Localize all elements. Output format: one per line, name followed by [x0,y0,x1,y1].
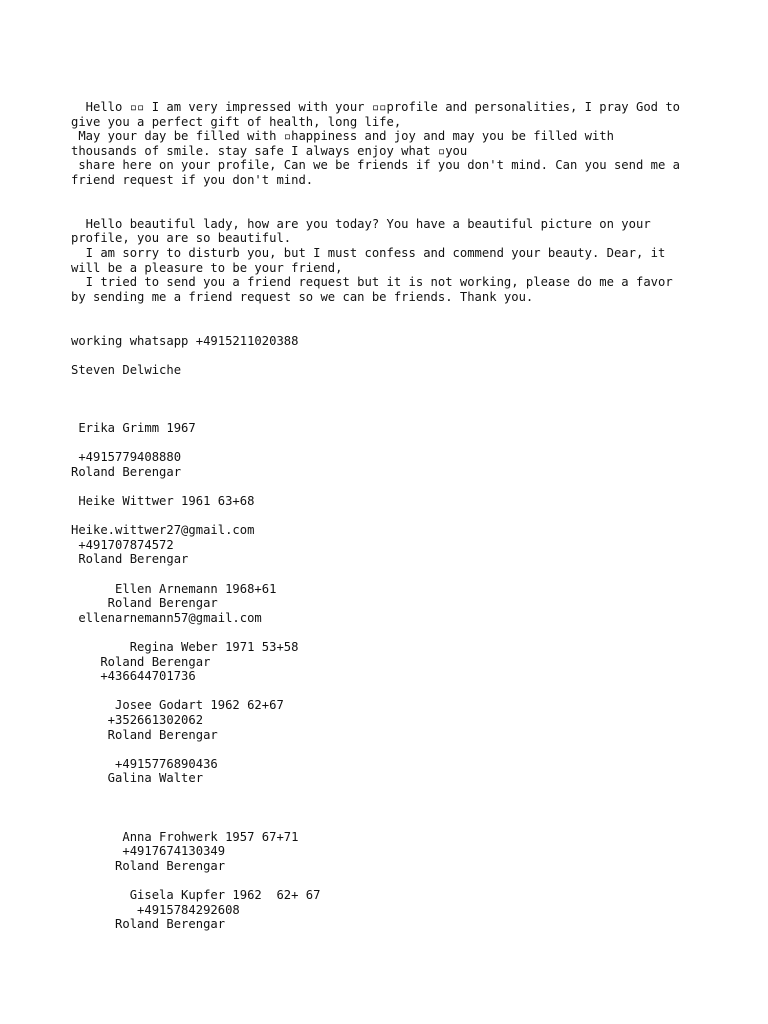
text-line: Roland Berengar [71,858,226,873]
text-line: Gisela Kupfer 1962 62+ 67 [71,888,321,903]
text-line: by sending me a friend request so we can be friends. Thank you. [71,289,534,304]
text-line: Roland Berengar [71,654,211,669]
text-line [71,392,711,407]
text-line: ellenarnemann57@gmail.com [71,610,262,625]
text-line: Regina Weber 1971 53+58 [71,639,299,654]
text-line: +4915776890436 [71,756,218,771]
text-line: +4915784292608 [71,902,240,917]
text-line: Hello beautiful lady, how are you today? You have a beautiful picture on your [71,216,651,231]
text-line [71,319,711,334]
text-line: +436644701736 [71,669,196,684]
text-line: Hello ▫▫ I am very impressed with your ▫▫profile and personalities, I pray God to [71,100,681,114]
text-line: Heike Wittwer 1961 63+68 [71,494,255,509]
text-line: profile, you are so beautiful. [71,231,292,246]
text-line [71,202,711,217]
text-line: will be a pleasure to be your friend, [71,260,343,275]
text-line: Ellen Arnemann 1968+61 [71,581,277,596]
text-line [71,815,711,830]
text-line [71,304,711,319]
text-line [71,509,711,524]
text-line: thousands of smile. stay safe I always enjoy what ▫you [71,143,468,158]
text-line [71,406,711,421]
text-line [71,436,711,451]
text-line [71,801,711,816]
text-line: +352661302062 [71,712,204,727]
text-line [71,567,711,582]
text-line: Erika Grimm 1967 [71,421,196,436]
text-line: Galina Walter [71,771,204,786]
text-line [71,479,711,494]
text-line: Roland Berengar [71,727,218,742]
text-line [71,348,711,363]
text-line: Roland Berengar [71,596,218,611]
text-line: +491707874572 [71,537,174,552]
text-line: friend request if you don't mind. [71,172,314,187]
text-line: Steven Delwiche [71,362,182,377]
document-body [71,100,711,932]
text-line: Roland Berengar [71,917,226,932]
text-line: share here on your profile, Can we be friends if you don't mind. Can you send me a [71,158,681,173]
text-line: I tried to send you a friend request but it is not working, please do me a favor [71,275,673,290]
text-line [71,377,711,392]
text-line [71,684,711,699]
text-line: Roland Berengar [71,464,182,479]
text-line: Josee Godart 1962 62+67 [71,698,284,713]
text-line [71,188,711,203]
text-line: give you a perfect gift of health, long life, [71,114,402,129]
text-line: +4917674130349 [71,844,226,859]
text-line [71,625,711,640]
text-line: Roland Berengar [71,552,189,567]
text-line [71,786,711,801]
text-line: Heike.wittwer27@gmail.com [71,523,255,538]
text-line: Anna Frohwerk 1957 67+71 [71,829,299,844]
text-line: May your day be filled with ▫happiness and joy and may you be filled with [71,129,614,144]
text-line: I am sorry to disturb you, but I must confess and commend your beauty. Dear, it [71,245,666,260]
text-line [71,742,711,757]
text-line: +4915779408880 [71,450,182,465]
text-line: working whatsapp +4915211020388 [71,333,299,348]
text-line [71,873,711,888]
